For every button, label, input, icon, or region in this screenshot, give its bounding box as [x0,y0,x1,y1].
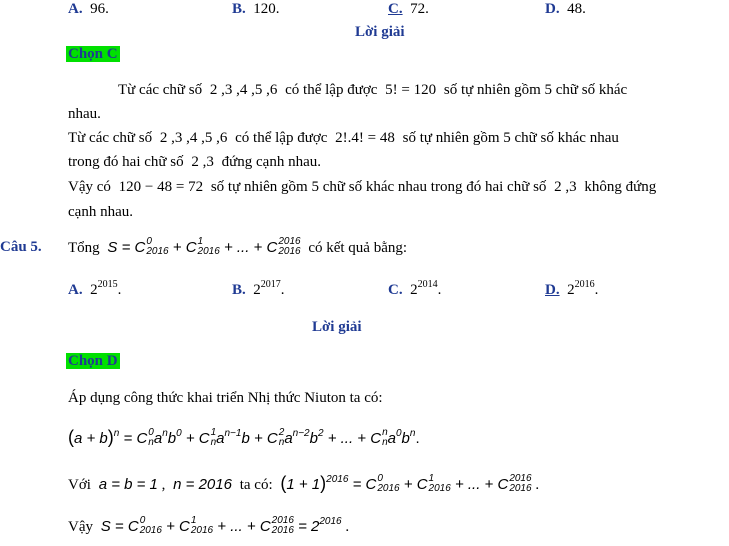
option-base: 2 [567,282,575,298]
text: ta có: [239,477,273,493]
option-base: 2 [253,282,261,298]
answer-tag-text: Chọn D [68,353,118,369]
q4-para1-line1 [118,81,627,99]
q4-solution-heading: Lời giải [355,24,405,40]
option-exp: 2016 [574,279,595,290]
q5-conclusion-line: Vậy S = C 0 2016 + C 1 2016 + ... + C 2016 2016 = $2^{2016}$ . [68,515,350,536]
option-label: B. [232,282,246,298]
q5-option-b[interactable]: B. $2^{2017}$. [232,279,285,298]
conclusion-formula: S = C 0 2016 + C 1 2016 + ... + C 2016 2016 = [100,515,312,536]
q4-answer-tag [66,45,120,63]
q5-substitution-line: Với a = b = 1 , n = 2016 ta có: $(1 + 1)^{2016} = C$ 0 2016 + C 1 2016 + ... + C 2016 2016 . [68,473,540,495]
answer-tag-text: Chọn C [68,46,118,62]
q5-solution-heading: Lời giải [312,319,362,335]
option-label: D. [545,1,560,17]
result-exp: 2016 [319,515,342,527]
text: có thể lập được [235,130,328,146]
q5-option-a[interactable]: A. $2^{2015}$. [68,279,122,298]
text: Từ các chữ số [68,130,153,146]
q4-option-a[interactable] [68,0,109,18]
q4-para3-line2: cạnh nhau. [68,204,133,220]
math: 2!.4! = 48 [335,130,395,146]
sum-formula: S = C 0 2016 + C 1 2016 + ... + C 2016 2016 [107,236,301,257]
option-value: 72. [410,1,429,17]
text: trong đó hai chữ số [68,154,184,170]
text: số tự nhiên gồm 5 chữ số khác nhau trong đó hai chữ số [210,179,547,195]
math: 2 ,3 ,4 ,5 ,6 [209,82,278,98]
math: 2 ,3 [554,179,577,195]
q4-para1-line2: nhau. [68,106,101,122]
text: Vậy [68,518,93,535]
text: Từ các chữ số [118,82,203,98]
q5-label: Câu 5. [0,239,42,255]
binomial-formula: $(a + b)^n = C$ 0 n $a^nb^0 + C$ 1 n $a^{n-1}b + C$ 2 n $a^{n-2}b^2$ + ... + C n n $a^0b^n$. [68,427,420,449]
q5-answer-tag [66,352,120,370]
text: có thể lập được [285,82,378,98]
option-label-correct: D. [545,282,560,298]
q4-option-b[interactable] [232,0,280,18]
text: đứng cạnh nhau. [221,154,321,170]
substitution-formula: $(1 + 1)^{2016} = C$ 0 2016 + C 1 2016 + ... + C 2016 2016 [280,473,532,495]
q5-option-d[interactable]: D. $2^{2016}$. [545,279,599,298]
text: số tự nhiên gồm 5 chữ số khác nhau [402,130,619,146]
q5-stem [68,238,407,258]
option-label: C. [388,282,403,298]
text: không đứng [584,179,657,195]
option-exp: 2017 [260,279,281,290]
option-label: A. [68,282,83,298]
option-base: 2 [410,282,418,298]
option-label-correct: C. [388,1,403,17]
math: 2 ,3 [191,154,214,170]
math-n: n = 2016 [173,476,232,493]
text: Vậy có [68,179,111,195]
q4-option-c[interactable] [388,0,429,18]
text: Tổng [68,239,100,256]
math: 5! = 120 [385,82,437,98]
text: có kết quả bằng: [308,239,408,256]
q4-option-d[interactable] [545,0,586,18]
option-label: B. [232,1,246,17]
option-value: 48. [567,1,586,17]
option-base: 2 [90,282,98,298]
option-label: A. [68,1,83,17]
result-base: 2 [311,517,320,535]
math: 120 − 48 = 72 [118,179,204,195]
q5-option-c[interactable]: C. $2^{2014}$. [388,279,442,298]
q4-para3-line1 [68,178,656,196]
q5-solution-line1: Áp dụng công thức khai triển Nhị thức Niuton ta có: [68,390,383,406]
text: số tự nhiên gồm 5 chữ số khác [443,82,628,98]
math-ab: a = b = 1 [98,476,158,493]
option-value: 120. [253,1,280,17]
option-value: 96. [90,1,109,17]
option-exp: 2015 [97,279,118,290]
q4-para2-line1 [68,129,619,147]
q4-para2-line2 [68,153,321,171]
text: Với [68,477,91,493]
math: 2 ,3 ,4 ,5 ,6 [159,130,228,146]
option-exp: 2014 [417,279,438,290]
